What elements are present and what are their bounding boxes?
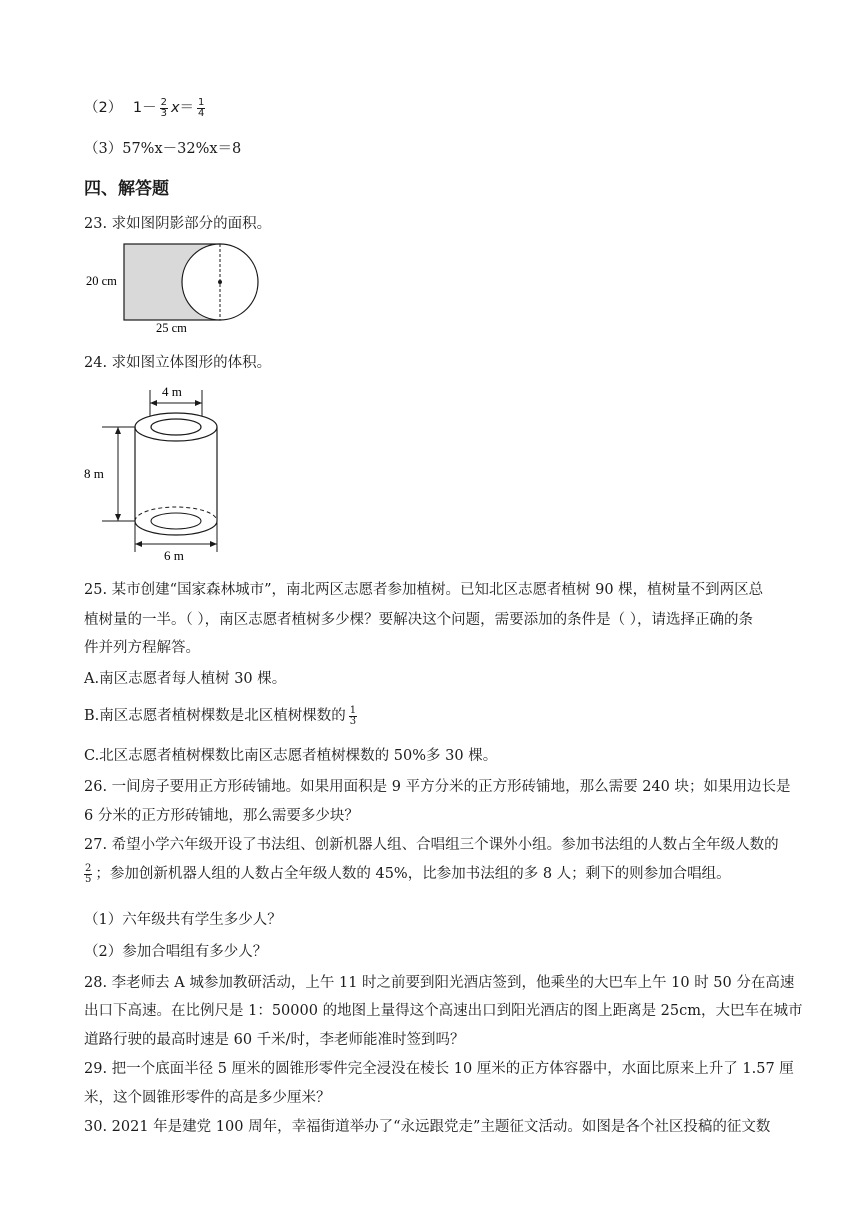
question-23-text: 23. 求如图阴影部分的面积。: [84, 216, 272, 232]
question-30-line-1: 30. 2021 年是建党 100 周年，幸福街道举办了“永远跟党走”主题征文活动。如图是各个社区投稿的征文数: [84, 1119, 771, 1135]
height-label: 20 cm: [86, 274, 117, 288]
width-label: 25 cm: [156, 321, 187, 335]
top-arrow-left: [150, 400, 157, 406]
fraction-denominator: 3: [160, 107, 167, 119]
bottom-inner-ellipse: [151, 513, 201, 529]
bottom-arrow-right: [210, 541, 217, 547]
option-b-text: B.南区志愿者植树棵数是北区植树棵数的: [84, 708, 346, 724]
question-25-line-3: 件并列方程解答。: [84, 640, 200, 656]
equals-sign: ＝: [179, 100, 195, 116]
question-27-line-2-text: ；参加创新机器人组的人数占全年级人数的 45%，比参加书法组的多 8 人；剩下的则参加合唱组。: [95, 866, 731, 882]
equation-3: （3）57%x－32%x＝8: [84, 141, 242, 157]
top-diameter-label: 4 m: [162, 384, 182, 399]
question-28-line-1: 28. 李老师去 A 城参加教研活动，上午 11 时之前要到阳光酒店签到，他乘坐的大巴车上午 10 时 50 分在高速: [84, 975, 795, 991]
bottom-outer-front-arc: [135, 521, 217, 535]
question-25-line-1: 25. 某市创建“国家森林城市”，南北两区志愿者参加植树。已知北区志愿者植树 90 棵，植树量不到两区总: [84, 582, 764, 598]
question-25-option-c: C.北区志愿者植树棵数比南区志愿者植树棵数的 50%多 30 棵。: [84, 748, 498, 764]
section-title: 四、解答题: [84, 179, 169, 199]
height-arrow-bottom: [115, 514, 121, 521]
fraction: [197, 98, 205, 119]
question-27-line-1: 27. 希望小学六年级开设了书法组、创新机器人组、合唱组三个课外小组。参加书法组的人数占全年级人数的: [84, 837, 779, 853]
question-27-sub-1: （1）六年级共有学生多少人？: [84, 912, 282, 928]
fraction-numerator: 2: [160, 96, 167, 108]
question-25-line-2: 植树量的一半。（ ），南区志愿者植树多少棵？要解决这个问题，需要添加的条件是（ ），请选择正确的条: [84, 612, 753, 628]
fraction: [349, 706, 357, 727]
variable: x: [170, 100, 180, 116]
top-inner-ellipse: [151, 419, 201, 435]
bottom-arrow-left: [135, 541, 142, 547]
question-27-line-2: [84, 862, 731, 885]
question-24-text: 24. 求如图立体图形的体积。: [84, 355, 272, 371]
center-dot: [218, 280, 222, 284]
question-26-line-2: 6 分米的正方形砖铺地，那么需要多少块？: [84, 808, 359, 824]
question-28-line-3: 道路行驶的最高时速是 60 千米/时，李老师能准时签到吗？: [84, 1032, 465, 1048]
fraction-numerator: 2: [85, 862, 92, 874]
fraction: [160, 98, 168, 119]
hollow-cylinder-figure: [80, 376, 240, 564]
height-arrow-top: [115, 427, 121, 434]
height-label: 8 m: [84, 466, 104, 481]
equation-2: [84, 96, 208, 119]
question-29-line-2: 米，这个圆锥形零件的高是多少厘米？: [84, 1090, 331, 1106]
question-25-option-b: [84, 704, 360, 727]
equation-number: （2）: [84, 100, 123, 116]
fraction: [84, 864, 92, 885]
shaded-area-figure: [80, 238, 270, 338]
top-arrow-right: [195, 400, 202, 406]
question-26-line-1: 26. 一间房子要用正方形砖铺地。如果用面积是 9 平方分米的正方形砖铺地，那么需要 240 块；如果用边长是: [84, 779, 791, 795]
question-28-line-2: 出口下高速。在比例尺是 1：50000 的地图上量得这个高速出口到阳光酒店的图上距离是 25cm，大巴车在城市: [84, 1003, 803, 1019]
fraction-denominator: 3: [349, 715, 357, 727]
question-25-option-a: A.南区志愿者每人植树 30 棵。: [84, 671, 287, 687]
fraction-numerator: 1: [198, 96, 205, 108]
bottom-outer-back-arc: [135, 507, 217, 521]
fraction-denominator: 4: [198, 107, 205, 119]
bottom-diameter-label: 6 m: [164, 548, 184, 563]
question-27-sub-2: （2）参加合唱组有多少人？: [84, 944, 268, 960]
question-29-line-1: 29. 把一个底面半径 5 厘米的圆锥形零件完全浸没在棱长 10 厘米的正方体容器中，水面比原来上升了 1.57 厘: [84, 1061, 794, 1077]
fraction-denominator: 5: [85, 873, 92, 885]
equation-term: 1－: [132, 100, 157, 116]
fraction-numerator: 1: [349, 704, 357, 716]
